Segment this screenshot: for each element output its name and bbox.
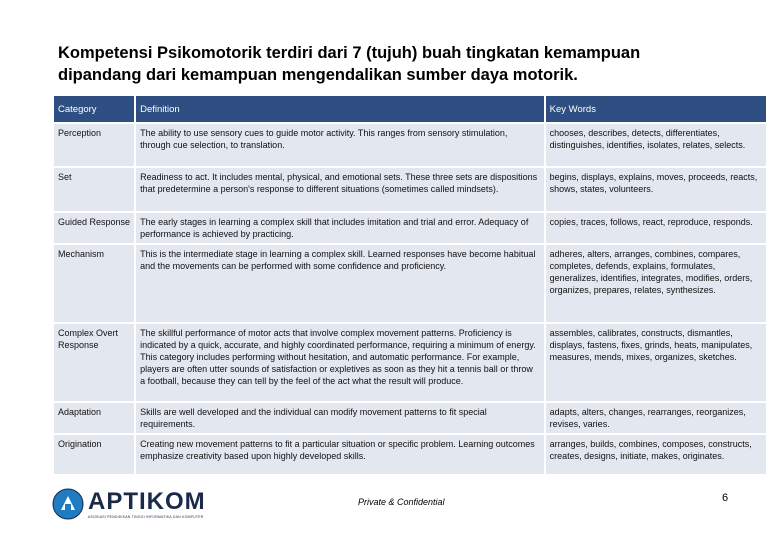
table-row <box>54 245 766 322</box>
cell-definition: The skillful performance of motor acts that involve complex movement patterns. Proficiency is indicated by a quick, accurate, and highly coordinated performance, requiring a minimum of energy. This category includes performing without hesitation, and automatic performance. For example, players are often utter sounds of satisfaction or expletives as soon as they hit a tennis ball or throw a football, because they can tell by the feel of the act what the result will produce. <box>136 324 544 401</box>
table-row <box>54 403 766 433</box>
cell-category: Complex Overt Response <box>54 324 134 401</box>
aptikom-logo-icon <box>52 488 84 520</box>
cell-category: Guided Response <box>54 213 134 243</box>
psychomotor-table <box>52 94 768 476</box>
page-number: 6 <box>722 492 729 504</box>
cell-keywords: chooses, describes, detects, differentiates, distinguishes, identifies, isolates, relates, selects. <box>546 124 766 166</box>
table-row <box>54 168 766 211</box>
cell-definition: Skills are well developed and the individual can modify movement patterns to fit special requirements. <box>136 403 544 433</box>
cell-definition: This is the intermediate stage in learning a complex skill. Learned responses have become habitual and the movements can be performed with some confidence and proficiency. <box>136 245 544 322</box>
table-row <box>54 324 766 401</box>
slide-title <box>58 42 758 86</box>
cell-category: Mechanism <box>54 245 134 322</box>
logo-subtitle: ASOSIASI PENDIDIKAN TINGGI INFORMATIKA DAN KOMPUTER <box>88 515 204 519</box>
cell-keywords: arranges, builds, combines, composes, constructs, creates, designs, initiate, makes, originates. <box>546 435 766 474</box>
logo-text: APTIKOM <box>88 488 206 515</box>
cell-definition: Creating new movement patterns to fit a particular situation or specific problem. Learning outcomes emphasize creativity based upon highly developed skills. <box>136 435 544 474</box>
header-category: Category <box>54 96 134 122</box>
confidential-label: Private & Confidential <box>358 497 445 507</box>
cell-keywords: adheres, alters, arranges, combines, compares, completes, defends, explains, formulates, generalizes, identifies, integrates, modifies, orders, organizes, prepares, relates, synthesizes. <box>546 245 766 322</box>
cell-definition: The early stages in learning a complex skill that includes imitation and trial and error. Adequacy of performance is achieved by practicing. <box>136 213 544 243</box>
cell-keywords: begins, displays, explains, moves, proceeds, reacts, shows, states, volunteers. <box>546 168 766 211</box>
header-key-words: Key Words <box>546 96 766 122</box>
cell-category: Perception <box>54 124 134 166</box>
title-line-1: Kompetensi Psikomotorik terdiri dari 7 (tujuh) buah tingkatan kemampuan <box>58 44 641 62</box>
header-definition: Definition <box>136 96 544 122</box>
cell-definition: Readiness to act. It includes mental, physical, and emotional sets. These three sets are dispositions that predetermine a person's response to different situations (sometimes called mindsets). <box>136 168 544 211</box>
aptikom-logo <box>52 488 242 522</box>
cell-keywords: assembles, calibrates, constructs, dismantles, displays, fastens, fixes, grinds, heats, manipulates, measures, mends, mixes, organizes, sketches. <box>546 324 766 401</box>
table-row <box>54 435 766 474</box>
table-row <box>54 213 766 243</box>
cell-definition: The ability to use sensory cues to guide motor activity. This ranges from sensory stimulation, through cue selection, to translation. <box>136 124 544 166</box>
title-line-2: dipandang dari kemampuan mengendalikan sumber daya motorik. <box>58 66 578 84</box>
cell-category: Set <box>54 168 134 211</box>
cell-category: Adaptation <box>54 403 134 433</box>
cell-keywords: copies, traces, follows, react, reproduce, responds. <box>546 213 766 243</box>
cell-keywords: adapts, alters, changes, rearranges, reorganizes, revises, varies. <box>546 403 766 433</box>
table-header-row <box>54 96 766 122</box>
cell-category: Origination <box>54 435 134 474</box>
table-row <box>54 124 766 166</box>
